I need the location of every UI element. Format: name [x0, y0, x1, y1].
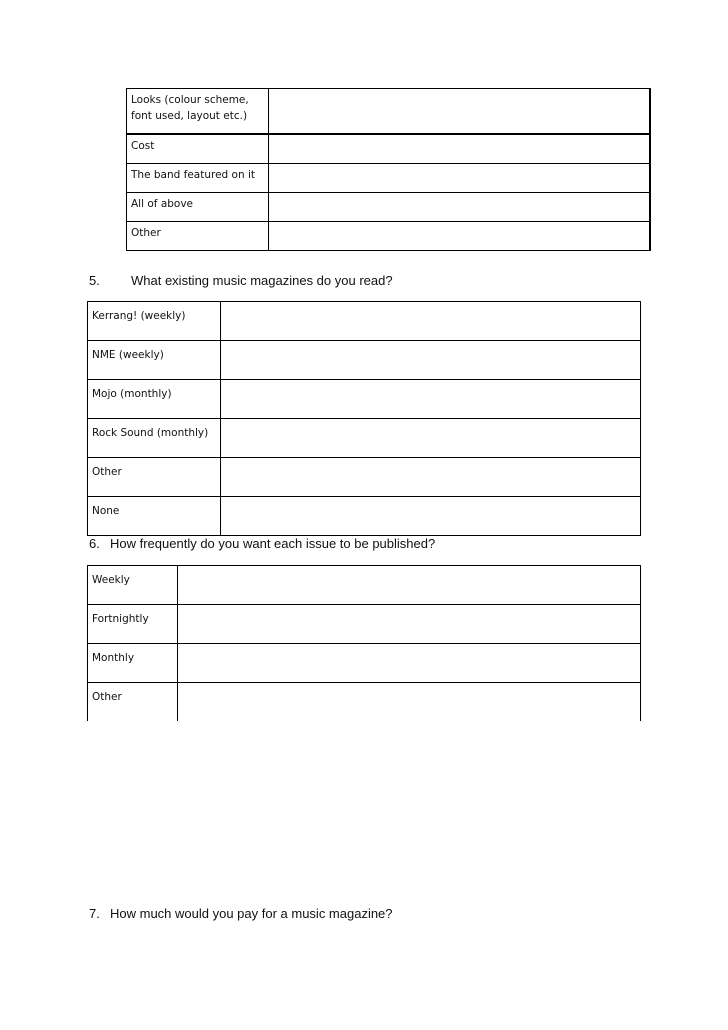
question-text: How much would you pay for a music magazine?	[110, 906, 393, 921]
table-row	[88, 497, 641, 536]
answer-cell[interactable]	[221, 302, 641, 341]
row-label-other: Other	[127, 222, 269, 251]
row-label-looks: Looks (colour scheme, font used, layout etc.)	[127, 89, 269, 135]
frequency-table	[87, 565, 641, 721]
answer-cell[interactable]	[221, 497, 641, 536]
answer-cell[interactable]	[178, 566, 641, 605]
answer-cell-looks[interactable]	[269, 89, 650, 135]
answer-cell[interactable]	[221, 419, 641, 458]
table-row	[88, 566, 641, 605]
row-label: Monthly	[88, 644, 178, 683]
table-row	[127, 164, 650, 193]
question-text: What existing music magazines do you read?	[131, 273, 393, 288]
magazines-table	[87, 301, 641, 536]
table-row	[127, 89, 650, 135]
row-label: None	[88, 497, 221, 536]
answer-cell[interactable]	[221, 458, 641, 497]
answer-cell-cost[interactable]	[269, 134, 650, 164]
answer-cell-band[interactable]	[269, 164, 650, 193]
question-number: 5.	[89, 273, 100, 288]
row-label: Mojo (monthly)	[88, 380, 221, 419]
table-row	[88, 341, 641, 380]
row-label: Rock Sound (monthly)	[88, 419, 221, 458]
answer-cell[interactable]	[178, 683, 641, 722]
question-number: 6.	[89, 536, 100, 551]
answer-cell[interactable]	[221, 341, 641, 380]
table-row	[88, 683, 641, 722]
reasons-table	[126, 88, 651, 251]
row-label: Kerrang! (weekly)	[88, 302, 221, 341]
answer-cell[interactable]	[178, 605, 641, 644]
row-label: Other	[88, 683, 178, 722]
row-label: NME (weekly)	[88, 341, 221, 380]
row-label: Weekly	[88, 566, 178, 605]
table-row	[88, 302, 641, 341]
table-row	[88, 458, 641, 497]
table-row	[88, 605, 641, 644]
question-7	[89, 906, 393, 921]
answer-cell[interactable]	[221, 380, 641, 419]
table-row	[88, 644, 641, 683]
question-6	[89, 536, 435, 551]
table-row	[88, 380, 641, 419]
question-5	[89, 273, 393, 288]
row-label-band: The band featured on it	[127, 164, 269, 193]
row-label: Other	[88, 458, 221, 497]
row-label-all: All of above	[127, 193, 269, 222]
row-label-cost: Cost	[127, 134, 269, 164]
table-row	[127, 134, 650, 164]
question-text: How frequently do you want each issue to be published?	[110, 536, 436, 551]
table-row	[88, 419, 641, 458]
answer-cell[interactable]	[178, 644, 641, 683]
question-number: 7.	[89, 906, 100, 921]
answer-cell-other[interactable]	[269, 222, 650, 251]
table-row	[127, 222, 650, 251]
answer-cell-all[interactable]	[269, 193, 650, 222]
table-row	[127, 193, 650, 222]
row-label: Fortnightly	[88, 605, 178, 644]
